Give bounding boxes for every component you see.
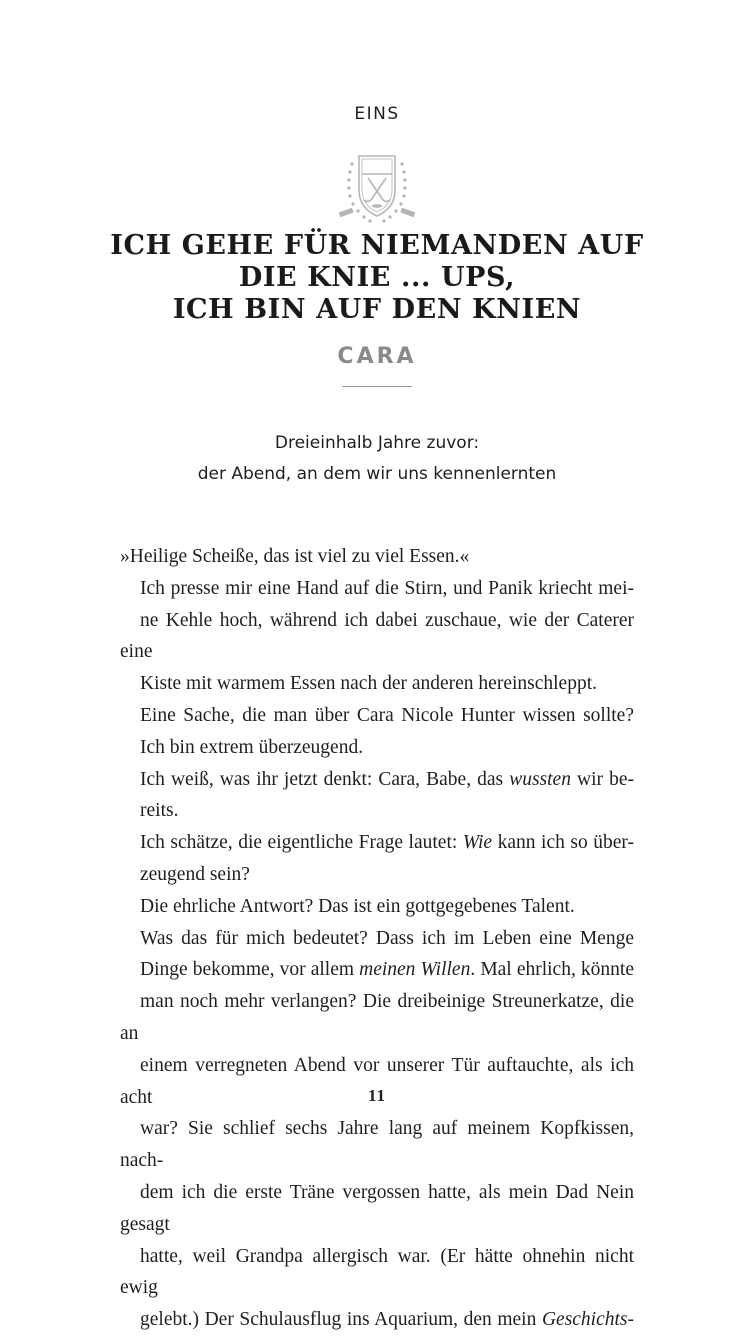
text-line: war? Sie schlief sechs Jahre lang auf meinem Kopfkissen, nach- [120,1118,634,1172]
body-text [120,541,634,1336]
text-line: »Heilige Scheiße, das ist viel zu viel Essen.« [120,546,470,567]
text-line: man noch mehr verlangen? Die dreibeinige Streunerkatze, die an [120,991,634,1044]
chapter-title-line: DIE KNIE ... UPS, [238,262,516,293]
paragraph [120,700,634,764]
text-line: Kiste mit warmem Essen nach der anderen hereinschleppt. [140,673,598,695]
pov-character-name: CARA [337,344,417,369]
paragraph [120,573,634,700]
text-run: Dinge bekomme, vor allem [140,959,355,981]
divider [342,386,412,387]
emphasis: wussten [509,768,571,790]
chapter-title [60,230,694,326]
emphasis: meinen Willen [359,959,471,981]
page-number: 11 [367,1086,387,1105]
text-line [120,954,634,986]
paragraph [120,891,634,923]
chapter-title-line: ICH BIN AUF DEN KNIEN [172,294,582,325]
text-line: Die ehrliche Antwort? Das ist ein gottgegebenes Talent. [140,895,575,917]
emphasis: Wie [462,832,493,854]
text-line [120,764,634,796]
chapter-title-line: ICH GEHE FÜR NIEMANDEN AUF [110,230,644,261]
text-line: einem verregneten Abend vor unserer Tür auftauchte, als ich acht [120,1054,634,1108]
text-run: Ich weiß, was ihr jetzt denkt: Cara, Babe, das [140,768,504,790]
chapter-label: EINS [354,104,400,124]
emphasis: Geschichts- [541,1309,635,1331]
text-line [120,827,634,859]
paragraph [120,827,634,891]
text-line: Eine Sache, die man über Cara Nicole Hunter wissen sollte? [140,704,634,726]
text-run: wir be- [577,768,635,790]
paragraph [120,541,634,573]
text-line: ne Kehle hoch, während ich dabei zuschaue, wie der Caterer eine [120,609,634,663]
paragraph [120,923,634,1336]
text-line: reits. [140,800,179,822]
text-line: hatte, weil Grandpa allergisch war. (Er hätte ohnehin nicht ewig [120,1245,634,1299]
timeframe-line: Dreieinhalb Jahre zuvor: [274,433,480,453]
timeframe-line: der Abend, an dem wir uns kennenlernten [197,464,557,484]
text-line: Ich presse mir eine Hand auf die Stirn, und Panik kriecht mei- [140,577,634,599]
text-run: . Mal ehrlich, könnte [470,959,634,981]
text-line: dem ich die erste Träne vergossen hatte, als mein Dad Nein gesagt [120,1181,634,1235]
text-line: Ich bin extrem überzeugend. [140,736,364,758]
text-line: zeugend sein? [140,863,250,885]
hockey-crest-icon [327,150,427,228]
text-line: Was das für mich bedeutet? Dass ich im Leben eine Menge [140,927,634,949]
text-run: Ich schätze, die eigentliche Frage lautet: [140,832,458,854]
text-run: gelebt.) Der Schulausflug ins Aquarium, den mein [140,1309,537,1331]
paragraph [120,764,634,828]
timeframe-subtitle [0,428,754,490]
text-run: kann ich so über- [497,832,634,854]
text-line [120,1304,634,1336]
